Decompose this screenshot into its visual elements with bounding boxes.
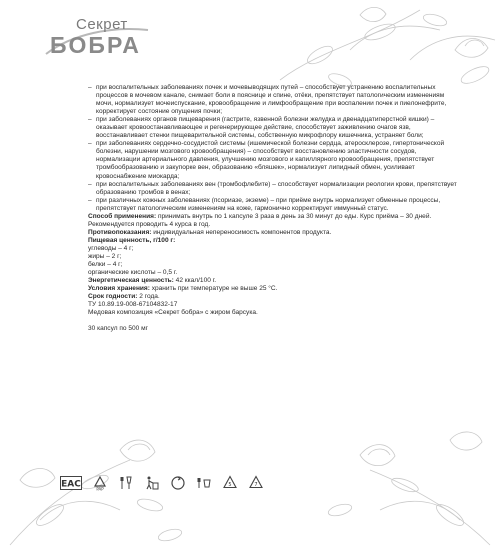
brand-logo	[42, 14, 152, 64]
storage-text: хранить при температуре не выше 25 °С.	[149, 285, 278, 293]
storage-paragraph	[88, 285, 458, 293]
energy-text: 42 ккал/100 г.	[173, 277, 217, 285]
indication-item: – при заболеваниях сердечно-сосудистой системы (ишемической болезни сердца, атеросклерозе, гипертонической болезни, нарушении мозгового кровообращения) – способствует восстановлению эластичности сосудов, нормализации артериального давления, улучшению мозгового и капиллярного кровообращения, препятствует тромбообразованию и закупорке вен, образованию «бляшек», нормализует липидный обмен, усиливает кровоснабжение миокарда;	[88, 140, 458, 180]
indication-item: – при воспалительных заболеваниях вен (тромбофлебите) – способствует нормализации реологии крови, препятствует образованию тромбов в венах;	[88, 181, 458, 197]
logo-line1: Секрет	[76, 16, 128, 33]
usage-paragraph	[88, 213, 458, 229]
floral-top-right-decoration	[260, 0, 500, 90]
nutrition-label: Пищевая ценность, г/100 г:	[88, 236, 176, 244]
energy-paragraph	[88, 277, 458, 285]
recycle-loop-icon	[170, 475, 186, 491]
contra-text: индивидуальная непереносимость компонентов продукта.	[151, 228, 332, 236]
composition-text: Медовая композиция «Секрет бобра» с жиром барсука.	[88, 309, 258, 317]
nutrition-item: жиры – 2 г;	[88, 252, 122, 260]
svg-text:EAC: EAC	[61, 479, 81, 490]
nutrition-item: органические кислоты – 0,5 г.	[88, 269, 178, 277]
nutrition-item: углеводы – 4 г;	[88, 244, 134, 252]
certification-icons-row	[60, 473, 420, 493]
package-info: 30 капсул по 500 мг	[88, 325, 148, 333]
usage-text: принимать внутрь по 1 капсуле 3 раза в день за 30 минут до еды. Курс приёма – 30 дней. Рекомендуется проводить 4 курса в год.	[88, 212, 432, 228]
pap-recycle-icon	[92, 475, 108, 491]
usage-label: Способ применения:	[88, 212, 157, 220]
product-description	[88, 84, 458, 333]
indication-item: – при различных кожных заболеваниях (псориазе, экземе) – при приёме внутрь нормализует обменные процессы, препятствует патологическим изменениям на коже, гармонично корректирует иммунный статус.	[88, 197, 458, 213]
storage-label: Условия хранения:	[88, 285, 150, 293]
shelf-life-paragraph	[88, 293, 458, 301]
shelf-text: 2 года.	[137, 293, 160, 301]
fork-glass-food-safe-icon	[118, 475, 134, 491]
logo-line2: БОБРА	[50, 32, 141, 58]
indications-list	[88, 84, 458, 213]
shelf-label: Срок годности:	[88, 293, 138, 301]
nutrition-item: белки – 4 г;	[88, 261, 123, 269]
energy-label: Энергетическая ценность:	[88, 277, 174, 285]
recycle-arrows-icon	[222, 475, 238, 491]
indication-item: – при заболеваниях органов пищеварения (гастрите, язвенной болезни желудка и двенадцатиперстной кишки) – оказывает кровоостанавливающее и регенерирующее действие, способствует заживлению очагов язв, восстанавливает стенки пищеварительной системы, собственную микрофлору кишечника, устраняет боли;	[88, 116, 458, 140]
cup-fork-icon	[196, 475, 212, 491]
tu-code: ТУ 10.89.19-008-67104832-17	[88, 301, 178, 309]
capsule-recycle-icon	[248, 475, 264, 491]
svg-text:7: 7	[254, 482, 258, 488]
indication-item: – при воспалительных заболеваниях почек и мочевыводящих путей – способствует устранению воспалительных процессов в мочевом канале, снимает боли в пояснице и спине, отёки, препятствует патологическим изменениям мочи, нормализует мочеиспускание, кровообращение и лимфообращение при воспалении почек и пиелонефрите, корректирует состояние опущения почки;	[88, 84, 458, 116]
svg-text:5: 5	[228, 482, 232, 488]
eac-mark-icon	[60, 475, 82, 491]
contra-label: Противопоказания:	[88, 228, 152, 236]
contraindications-paragraph	[88, 229, 458, 237]
tidyman-icon	[144, 475, 160, 491]
svg-text:PAP: PAP	[96, 486, 104, 491]
